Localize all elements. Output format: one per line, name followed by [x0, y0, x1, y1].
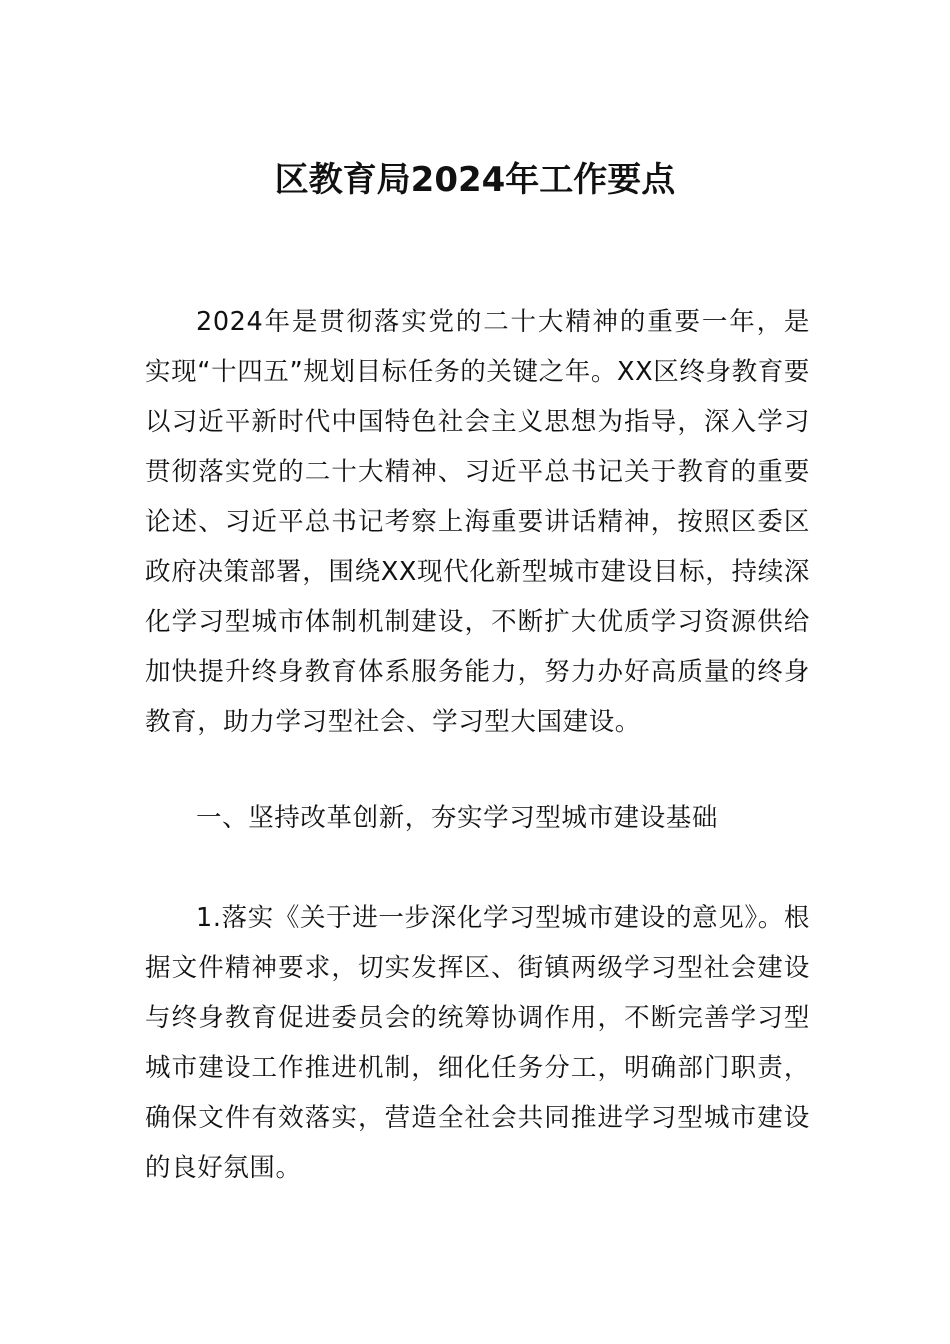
section-heading: 一、坚持改革创新，夯实学习型城市建设基础	[196, 803, 719, 833]
intro-paragraph: 2024年是贯彻落实党的二十大精神的重要一年，是实现“十四五”规划目标任务的关键之年。XX区终身教育要以习近平新时代中国特色社会主义思想为指导，深入学习贯彻落实党的二十大精神、习近平总书记关于教育的重要论述、习近平总书记考察上海重要讲话精神，按照区委区政府决策部署，围绕XX现代化新型城市建设目标，持续深化学习型城市体制机制建设，不断扩大优质学习资源供给加快提升终身教育体系服务能力，努力办好高质量的终身教育，助力学习型社会、学习型大国建设。	[145, 307, 810, 737]
item-paragraph: 1.落实《关于进一步深化学习型城市建设的意见》。根据文件精神要求，切实发挥区、街镇两级学习型社会建设与终身教育促进委员会的统筹协调作用，不断完善学习型城市建设工作推进机制，细化任务分工，明确部门职责，确保文件有效落实，营造全社会共同推进学习型城市建设的良好氛围。	[145, 903, 810, 1183]
document-title: 区教育局2024年工作要点	[274, 160, 676, 200]
